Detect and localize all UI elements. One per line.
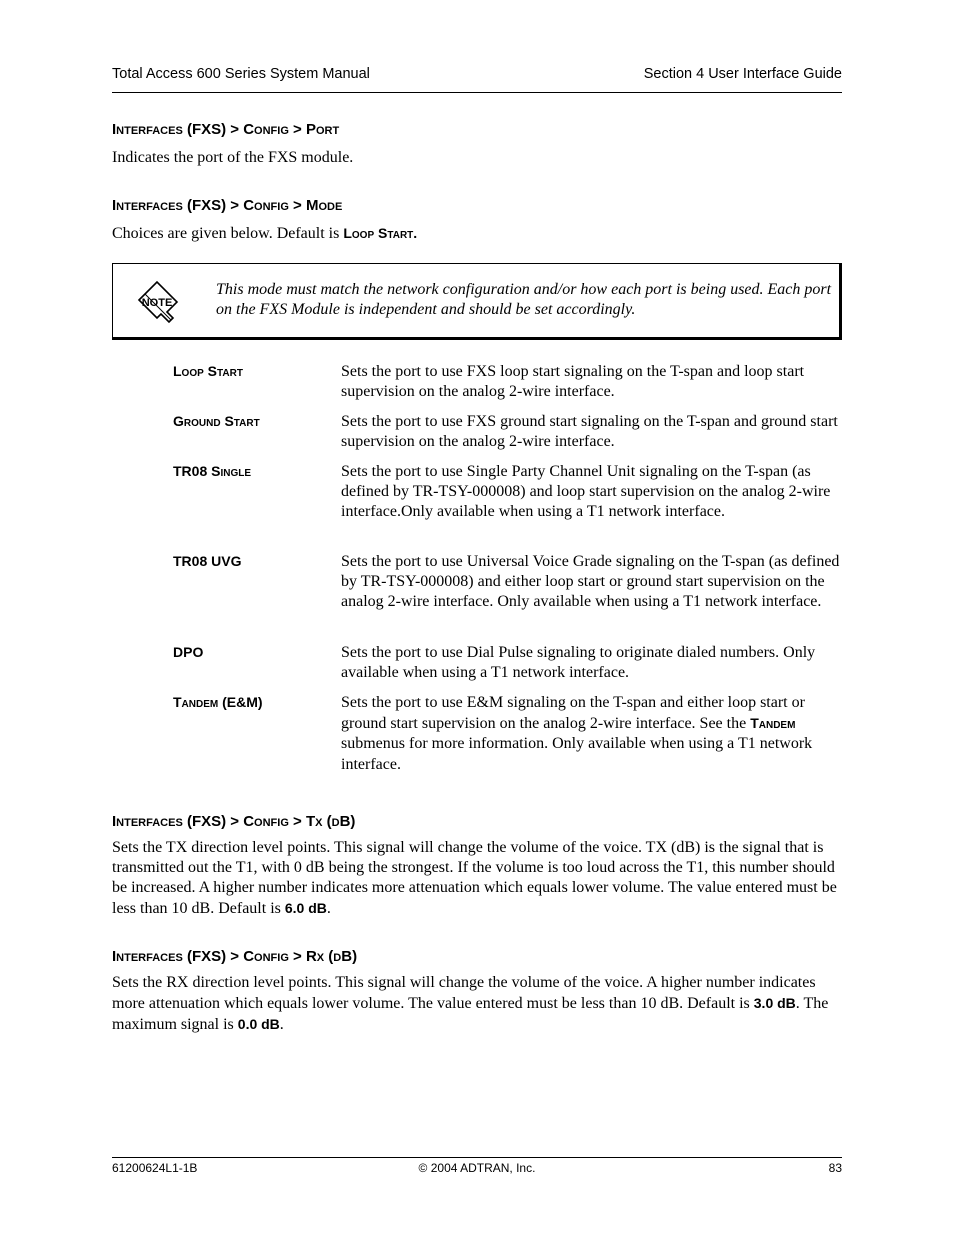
heading-tx: Interfaces (FXS) > Config > Tx (dB): [112, 813, 356, 830]
heading-port: Interfaces (FXS) > Config > Port: [112, 121, 340, 138]
page-number: 83: [828, 1161, 842, 1175]
rx-description-end: .: [279, 1016, 284, 1033]
copyright: © 2004 ADTRAN, Inc.: [418, 1161, 536, 1175]
option-label-tandem: Tandem (E&M): [173, 694, 263, 710]
heading-rx: Interfaces (FXS) > Config > Rx (dB): [112, 948, 358, 965]
tandem-desc-suffix: submenus for more information. Only available when using a T1 network interface.: [341, 735, 813, 773]
manual-title: Total Access 600 Series System Manual: [112, 66, 370, 82]
port-description: Indicates the port of the FXS module.: [112, 149, 354, 166]
rx-description-middle: . The maximum signal is: [112, 995, 829, 1033]
tandem-desc-text: Sets the port to use E&M signaling on the T-span and either loop start or ground start supervision on the analog 2-wire interface. See the: [341, 694, 805, 733]
tx-description: [112, 838, 842, 919]
option-desc-tr08-uvg: Sets the port to use Universal Voice Grade signaling on the T-span (as defined by TR-TSY-000008) and either loop start or ground start supervision on the analog 2-wire interface. Only available when using a T1 network interface.: [341, 553, 840, 611]
option-desc-tr08-single: Sets the port to use Single Party Channel Unit signaling on the T-span (as defined by TR-TSY-000008) and loop start supervision on the analog 2-wire interface.Only available when using a T1 network interface.: [341, 463, 831, 521]
tx-description-end: .: [326, 900, 331, 917]
mode-default-value: Loop Start.: [343, 225, 418, 241]
option-desc-ground-start: Sets the port to use FXS ground start signaling on the T-span and ground start supervision on the analog 2-wire interface.: [341, 413, 838, 451]
option-desc-tandem: [341, 693, 841, 775]
mode-description: [112, 223, 842, 244]
document-number: 61200624L1-1B: [112, 1161, 198, 1175]
section-title: Section 4 User Interface Guide: [643, 66, 842, 82]
note-icon-label: NOTE: [141, 297, 173, 309]
option-desc-dpo: Sets the port to use Dial Pulse signaling to originate dialed numbers. Only available when using a T1 network interface.: [341, 644, 816, 682]
mode-description-text: Choices are given below. Default is: [112, 225, 344, 242]
rx-default-value: 3.0 dB: [753, 995, 796, 1011]
option-label-loop-start: Loop Start: [173, 363, 243, 379]
page-header: [112, 64, 842, 93]
option-label-tr08-single: TR08 Single: [173, 463, 252, 479]
rx-description-text: Sets the RX direction level points. This signal will change the volume of the voice. A higher number indicates more attenuation which equals lower volume. The value entered must be less than 10 dB. Default is: [112, 974, 816, 1012]
note-icon: [137, 280, 181, 329]
tandem-ref: Tandem: [750, 715, 796, 732]
heading-mode: Interfaces (FXS) > Config > Mode: [112, 197, 343, 214]
option-label-ground-start: Ground Start: [173, 413, 260, 429]
note-text: This mode must match the network configuration and/or how each port is being used. Each port on the FXS Module is independent and should be set accordingly.: [216, 281, 832, 318]
option-label-dpo: DPO: [173, 644, 204, 660]
page-footer: [112, 1157, 842, 1178]
tx-description-text: Sets the TX direction level points. This signal will change the volume of the voice. TX (dB) is the signal that is transmitted out the T1, with 0 dB being the strongest. If the volume is too loud across the T1, this number should be increased. A higher number indicates more attenuation which equals lower volume. The value entered must be less than 10 dB. Default is: [112, 839, 837, 917]
option-desc-loop-start: Sets the port to use FXS loop start signaling on the T-span and loop start supervision on the analog 2-wire interface.: [341, 363, 805, 401]
rx-description: [112, 973, 842, 1035]
note-box: [112, 263, 842, 340]
option-label-tr08-uvg: TR08 UVG: [173, 553, 242, 569]
tx-default-value: 6.0 dB: [284, 900, 327, 916]
rx-max-value: 0.0 dB: [237, 1016, 280, 1032]
